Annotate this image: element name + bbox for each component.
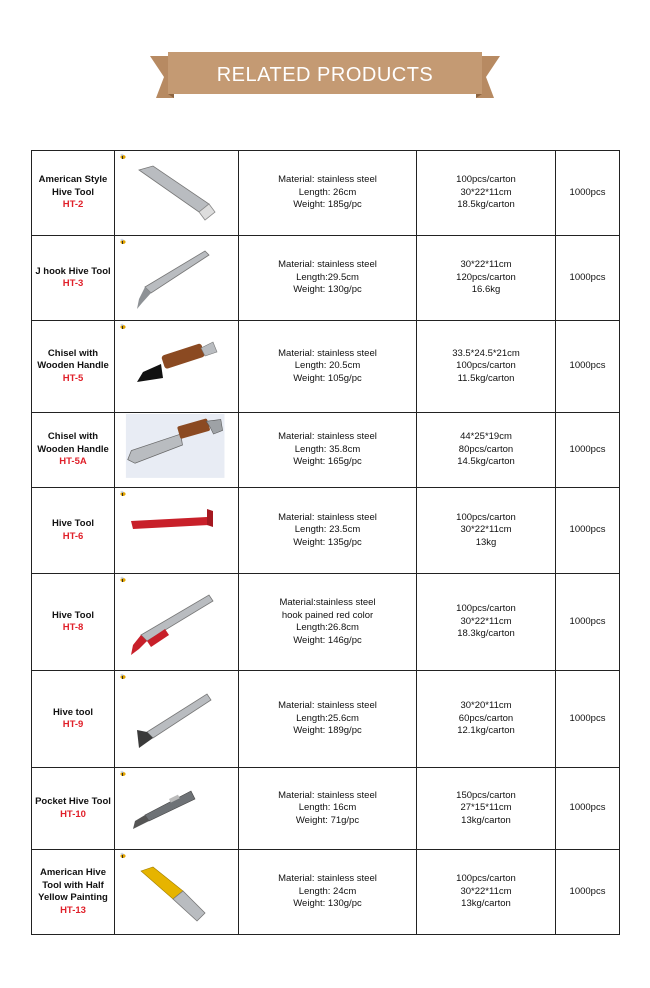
spec-line: Material: stainless steel [278,431,377,443]
packing-line: 30*22*11cm [460,524,512,536]
packing-cell [417,151,556,236]
flat-hive-tool-icon [117,152,237,235]
spec-line: Material:stainless steel [279,597,376,608]
spec-line: Weight: 146g/pc [293,634,362,646]
packing-line: 150pcs/carton [456,789,516,801]
product-name-cell [32,413,115,488]
packing-line: 27*15*11cm [460,802,512,814]
product-code: HT-5 [62,372,84,384]
product-name-cell [32,321,115,413]
product-image-cell [115,671,239,768]
table-row [32,574,620,671]
spec-line: Material: stainless steel [278,700,377,712]
product-code: HT-8 [62,622,84,633]
product-name: American Hive Tool with Half Yellow Painting [38,867,108,903]
product-name: Chisel with Wooden Handle [37,431,109,455]
packing-line: 30*22*11cm [460,885,512,897]
packing-line: 30*22*11cm [460,259,512,271]
packing-line: 30*22*11cm [460,186,512,198]
moq-cell: 1000pcs [556,413,620,488]
product-name: Hive Tool [51,518,95,529]
angled-hive-tool-icon [117,672,237,767]
product-name-cell [32,671,115,768]
spec-line: Material: stainless steel [278,347,377,359]
table-row [32,151,620,236]
product-name-cell [32,236,115,321]
spec-line: Material: stainless steel [278,873,377,885]
spec-line: Length: 35.8cm [294,443,361,455]
spec-line: Weight: 185g/pc [293,199,362,211]
spec-line: Weight: 130g/pc [293,898,362,910]
related-products-banner [150,52,500,98]
spec-line: Weight: 189g/pc [293,725,362,737]
product-code: HT-3 [62,278,84,289]
packing-line: 16.6kg [471,284,501,296]
packing-cell [417,236,556,321]
spec-line: Length: 23.5cm [294,524,361,536]
moq-cell: 1000pcs [556,236,620,321]
moq-cell: 1000pcs [556,850,620,935]
spec-cell [239,850,417,935]
table-row [32,768,620,850]
spec-line: Length:26.8cm [296,622,359,633]
packing-line: 11.5kg/carton [457,372,515,384]
packing-line: 14.5kg/carton [457,456,515,468]
product-name: Hive tool [52,706,94,718]
products-table [31,150,620,935]
product-image-cell [115,321,239,413]
packing-line: 100pcs/carton [456,174,516,186]
yellow-hive-tool-icon [117,851,237,934]
product-name-cell [32,574,115,671]
packing-cell [417,488,556,574]
packing-line: 30*20*11cm [460,700,512,712]
product-name: American Style Hive Tool [38,174,108,198]
product-code: HT-9 [62,719,84,730]
product-name-cell [32,768,115,850]
packing-line: 13kg/carton [461,898,511,910]
product-name: J hook Hive Tool [35,265,111,277]
packing-line: 120pcs/carton [456,271,516,283]
spec-line: Length: 26cm [298,186,357,198]
moq-cell: 1000pcs [556,574,620,671]
product-image-cell [115,151,239,236]
spec-line: Length: 24cm [298,885,357,897]
packing-cell [417,671,556,768]
product-name: Hive Tool [51,609,95,621]
table-row [32,321,620,413]
product-image-cell [115,413,239,488]
product-image-cell [115,768,239,850]
pocket-hive-tool-icon [117,769,237,849]
product-code: HT-13 [60,904,86,916]
moq-cell: 1000pcs [556,488,620,574]
spec-line: Length:25.6cm [296,712,359,724]
spec-line: Material: stainless steel [278,174,377,186]
product-name-cell [32,850,115,935]
moq-cell: 1000pcs [556,671,620,768]
product-image-cell [115,850,239,935]
spec-line: Weight: 105g/pc [293,372,362,384]
spec-line: hook pained red color [281,609,374,621]
product-image-cell [115,236,239,321]
spec-line: Length: 16cm [298,802,357,814]
packing-cell [417,850,556,935]
product-code: HT-5A [59,456,87,468]
moq-cell: 1000pcs [556,321,620,413]
spec-line: Length:29.5cm [296,271,359,283]
spec-line: Weight: 135g/pc [293,536,362,548]
packing-line: 80pcs/carton [458,443,514,455]
spec-cell [239,574,417,671]
spec-line: Weight: 165g/pc [293,456,362,468]
spec-line: Weight: 130g/pc [293,284,362,296]
packing-line: 100pcs/carton [456,603,516,615]
product-image-cell [115,488,239,574]
packing-line: 100pcs/carton [456,873,516,885]
product-code: HT-2 [62,199,84,211]
packing-line: 13kg [475,536,497,548]
packing-line: 13kg/carton [461,814,511,826]
spec-line: Length: 20.5cm [294,360,361,372]
spec-cell [239,488,417,574]
red-hook-hive-tool-icon [117,575,237,670]
spec-line: Weight: 71g/pc [295,814,360,826]
wood-handle-chisel-icon [117,322,237,412]
packing-cell [417,321,556,413]
packing-line: 44*25*19cm [460,431,512,443]
product-code: HT-6 [62,530,84,542]
table-row [32,671,620,768]
packing-cell [417,413,556,488]
table-row [32,413,620,488]
spec-cell [239,671,417,768]
table-row [32,850,620,935]
spec-line: Material: stainless steel [278,511,377,523]
spec-line: Material: stainless steel [278,259,377,271]
product-name: Chisel with Wooden Handle [37,347,109,372]
packing-line: 33.5*24.5*21cm [452,347,520,359]
packing-line: 18.3kg/carton [457,628,515,640]
table-row [32,236,620,321]
spec-cell [239,413,417,488]
product-name-cell [32,488,115,574]
product-image-cell [115,574,239,671]
spec-line: Material: stainless steel [278,789,377,801]
table-row [32,488,620,574]
wood-handle-scraper-icon [117,414,237,487]
product-name-cell [32,151,115,236]
product-name: Pocket Hive Tool [35,796,111,807]
spec-cell [239,321,417,413]
packing-line: 100pcs/carton [456,511,516,523]
moq-cell: 1000pcs [556,768,620,850]
packing-line: 18.5kg/carton [457,199,515,211]
moq-cell: 1000pcs [556,151,620,236]
spec-cell [239,768,417,850]
j-hook-hive-tool-icon [117,237,237,320]
red-hive-tool-icon [117,489,237,573]
packing-cell [417,574,556,671]
packing-line: 30*22*11cm [460,615,512,627]
packing-line: 100pcs/carton [456,360,516,372]
packing-cell [417,768,556,850]
spec-cell [239,151,417,236]
packing-line: 60pcs/carton [458,712,514,724]
spec-cell [239,236,417,321]
product-code: HT-10 [60,808,86,820]
banner-title: RELATED PRODUCTS [216,64,434,86]
packing-line: 12.1kg/carton [457,725,515,737]
